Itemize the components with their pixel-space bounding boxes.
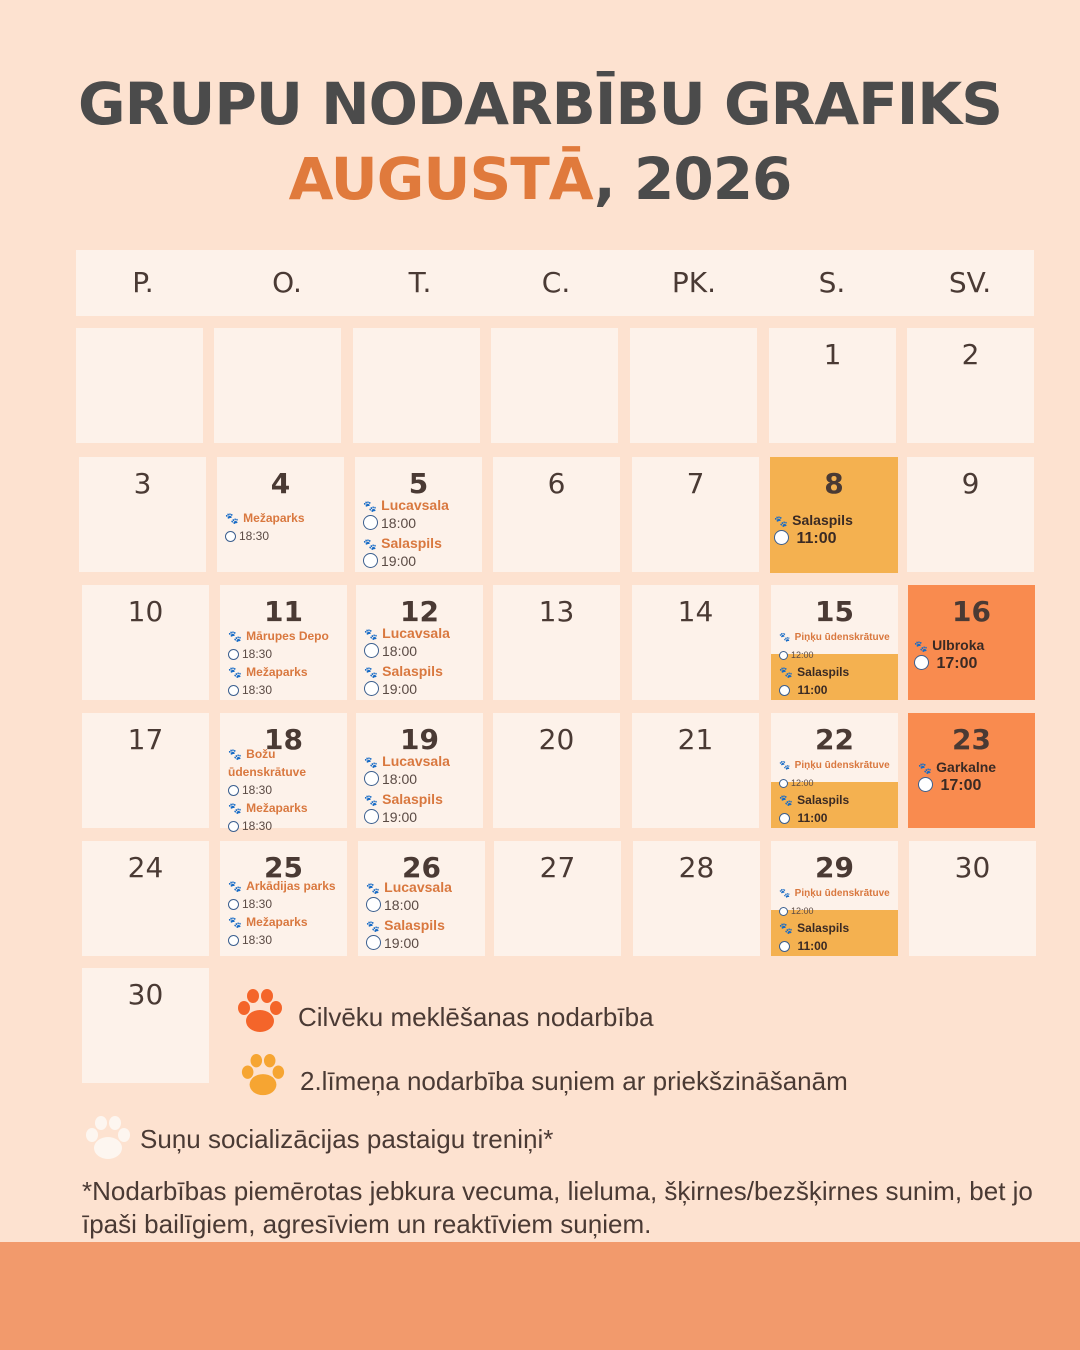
day-number: 16: [952, 595, 991, 628]
paw-icon: 🐾: [779, 888, 791, 898]
event: [364, 753, 479, 827]
event-time: 18:30: [242, 783, 273, 797]
event-place: Salaspils: [792, 512, 853, 528]
event: [918, 759, 1031, 795]
event-time: 11:00: [797, 683, 828, 697]
day-number: 1: [823, 338, 842, 371]
day-number: 5: [408, 467, 429, 500]
event-place: Arkādijas parks: [246, 879, 336, 893]
event-place: Salaspils: [384, 917, 445, 933]
event-time: 18:00: [381, 515, 417, 531]
day-number: 2: [961, 338, 980, 371]
day-5: [355, 457, 482, 572]
event-place: Salaspils: [797, 665, 850, 679]
weekday-thu: C.: [541, 266, 571, 299]
event-time: 19:00: [384, 935, 420, 951]
event-place: Lucavsala: [382, 625, 450, 641]
clock-icon: [364, 681, 379, 696]
day-number: 22: [815, 723, 854, 756]
event-time: 18:00: [382, 771, 418, 787]
event-time: 18:30: [242, 897, 273, 911]
event: [366, 879, 481, 953]
clock-icon: [364, 643, 379, 658]
weekday-wed: T.: [408, 266, 432, 299]
paw-icon: 🐾: [774, 516, 788, 528]
event: [364, 625, 479, 699]
event-place: Mārupes Depo: [246, 629, 329, 643]
clock-icon: [779, 779, 788, 788]
day-17: [82, 713, 209, 828]
paw-icon: 🐾: [228, 667, 242, 679]
event: [363, 497, 478, 571]
event: [914, 637, 1031, 673]
clock-icon: [228, 649, 239, 660]
day-2: [907, 328, 1034, 443]
clock-icon: [914, 655, 929, 670]
day-number: 26: [402, 851, 441, 884]
event: [228, 745, 343, 835]
day-number: 7: [686, 467, 705, 500]
paw-icon: 🐾: [779, 923, 793, 935]
event-time: 17:00: [940, 777, 982, 794]
day-number: 23: [952, 723, 991, 756]
day-12: [356, 585, 483, 700]
event-place: Mežaparks: [246, 801, 308, 815]
day-number: 11: [264, 595, 303, 628]
paw-icon: 🐾: [363, 501, 377, 513]
event-time: 11:00: [797, 939, 828, 953]
day-3: [79, 457, 206, 572]
paw-icon: 🐾: [228, 881, 242, 893]
event: [774, 512, 894, 548]
day-14: [632, 585, 759, 700]
day-number: 10: [127, 595, 164, 628]
event: [779, 919, 894, 955]
day-number: 24: [127, 851, 164, 884]
title-year: , 2026: [593, 145, 792, 213]
clock-icon: [228, 785, 239, 796]
clock-icon: [779, 651, 788, 660]
day-13: [493, 585, 620, 700]
day-4: [217, 457, 344, 572]
paw-search-icon: [234, 988, 286, 1036]
event-time: 12:00: [791, 650, 814, 660]
event-place: Lucavsala: [382, 753, 450, 769]
clock-icon: [366, 935, 381, 950]
paw-icon: 🐾: [363, 539, 377, 551]
clock-icon: [363, 515, 378, 530]
footnote: *Nodarbības piemērotas jebkura vecuma, lieluma, šķirnes/bezšķirnes sunim, bet jo īpaši bailīgiem, agresīviem un reaktīviem suņiem.: [82, 1176, 1033, 1239]
day-number: 28: [678, 851, 715, 884]
day-19: [356, 713, 483, 828]
event-place: Božu: [246, 747, 276, 761]
day-number: 25: [264, 851, 303, 884]
day-empty: [630, 328, 757, 443]
paw-icon: 🐾: [366, 921, 380, 933]
event-place: Mežaparks: [243, 511, 305, 525]
event: [225, 509, 340, 545]
day-number: 21: [677, 723, 714, 756]
clock-icon: [918, 777, 933, 792]
day-24: [82, 841, 209, 956]
day-23: [908, 713, 1035, 828]
weekday-tue: O.: [272, 266, 302, 299]
event-time: 19:00: [382, 809, 418, 825]
event-time: 18:30: [242, 683, 273, 697]
day-number: 6: [547, 467, 566, 500]
paw-social-icon: [82, 1115, 134, 1163]
day-11: [220, 585, 347, 700]
event-time: 12:00: [791, 906, 814, 916]
paw-icon: 🐾: [364, 629, 378, 641]
day-16: [908, 585, 1035, 700]
clock-icon: [366, 897, 381, 912]
day-number: 29: [815, 851, 854, 884]
weekday-sun: SV.: [948, 266, 992, 299]
paw-icon: 🐾: [228, 631, 242, 643]
clock-icon: [779, 941, 790, 952]
bottom-bar: [0, 1242, 1080, 1350]
clock-icon: [228, 935, 239, 946]
day-15: [771, 585, 898, 700]
day-8: [770, 457, 898, 573]
clock-icon: [363, 553, 378, 568]
weekday-sat: S.: [818, 266, 846, 299]
paw-icon: 🐾: [364, 757, 378, 769]
day-number: 17: [127, 723, 164, 756]
day-number: 18: [264, 723, 303, 756]
event-place: Piņķu ūdenskrātuve: [794, 760, 890, 771]
paw-icon: 🐾: [914, 641, 928, 653]
event: [779, 663, 894, 699]
day-empty: [353, 328, 480, 443]
day-1: [769, 328, 896, 443]
day-30-extra: [82, 968, 209, 1083]
day-number: 27: [539, 851, 576, 884]
legend-social: Suņu socializācijas pastaigu treniņi*: [140, 1124, 554, 1154]
day-10: [82, 585, 209, 700]
event-time: 19:00: [382, 681, 418, 697]
day-6: [493, 457, 620, 572]
paw-icon: 🐾: [228, 749, 242, 761]
clock-icon: [779, 813, 790, 824]
weekday-mon: P.: [132, 266, 154, 299]
clock-icon: [774, 530, 789, 545]
event-time: 18:30: [242, 819, 273, 833]
clock-icon: [364, 771, 379, 786]
event-place: Salaspils: [797, 793, 850, 807]
paw-icon: 🐾: [918, 763, 932, 775]
paw-icon: 🐾: [366, 883, 380, 895]
clock-icon: [779, 685, 790, 696]
clock-icon: [779, 907, 788, 916]
event-time: 18:30: [242, 933, 273, 947]
event-time: 11:00: [797, 811, 828, 825]
day-26: [358, 841, 485, 956]
paw-icon: 🐾: [228, 803, 242, 815]
event: [779, 791, 894, 827]
legend-search: Cilvēku meklēšanas nodarbība: [298, 1002, 654, 1032]
event-time: 12:00: [791, 778, 814, 788]
day-9: [907, 457, 1034, 572]
title-line-1: GRUPU NODARBĪBU GRAFIKS: [77, 70, 1003, 138]
day-number: 19: [400, 723, 439, 756]
day-number: 13: [538, 595, 575, 628]
day-number: 30: [954, 851, 991, 884]
event-place: Piņķu ūdenskrātuve: [794, 632, 890, 643]
event-place: ūdenskrātuve: [228, 765, 307, 779]
day-28: [633, 841, 760, 956]
clock-icon: [364, 809, 379, 824]
paw-icon: 🐾: [364, 795, 378, 807]
day-number: 8: [824, 467, 844, 500]
clock-icon: [225, 531, 236, 542]
paw-icon: 🐾: [364, 667, 378, 679]
day-number: 3: [133, 467, 152, 500]
day-empty: [491, 328, 618, 443]
event: [779, 627, 894, 663]
weekday-fri: PK.: [671, 266, 717, 299]
paw-icon: 🐾: [779, 760, 791, 770]
day-number: 9: [961, 467, 980, 500]
event-time: 11:00: [796, 530, 837, 547]
legend-level2: 2.līmeņa nodarbība suņiem ar priekšzināšanām: [300, 1066, 848, 1096]
clock-icon: [228, 899, 239, 910]
event-place: Salaspils: [797, 921, 850, 935]
paw-icon: 🐾: [779, 632, 791, 642]
day-27: [494, 841, 621, 956]
title-line-2: [0, 145, 1080, 213]
day-number: 30: [127, 978, 164, 1011]
event: [228, 627, 343, 699]
day-25: [220, 841, 347, 956]
event-place: Salaspils: [381, 535, 442, 551]
event-place: Mežaparks: [246, 665, 308, 679]
day-29: [771, 841, 898, 956]
clock-icon: [228, 685, 239, 696]
day-number: 4: [270, 467, 291, 500]
event-place: Salaspils: [382, 663, 443, 679]
day-20: [493, 713, 620, 828]
clock-icon: [228, 821, 239, 832]
event-time: 18:00: [384, 897, 420, 913]
event: [779, 883, 894, 919]
event-time: 18:00: [382, 643, 418, 659]
paw-icon: 🐾: [225, 513, 239, 525]
day-number: 12: [400, 595, 439, 628]
paw-icon: 🐾: [779, 795, 793, 807]
event-time: 18:30: [242, 647, 273, 661]
day-22: [771, 713, 898, 828]
event-place: Mežaparks: [246, 915, 308, 929]
day-18: [220, 713, 347, 833]
day-21: [632, 713, 759, 828]
event-time: 17:00: [936, 655, 978, 672]
event-time: 19:00: [381, 553, 417, 569]
event-place: Salaspils: [382, 791, 443, 807]
event-place: Garkalne: [936, 759, 997, 775]
day-empty: [214, 328, 341, 443]
title-month: AUGUSTĀ: [288, 145, 594, 213]
paw-icon: 🐾: [779, 667, 793, 679]
day-30: [909, 841, 1036, 956]
weekday-header: [76, 250, 1034, 316]
day-number: 15: [815, 595, 854, 628]
event-place: Lucavsala: [381, 497, 449, 513]
event: [228, 877, 343, 949]
event-time: 18:30: [239, 529, 270, 543]
paw-icon: 🐾: [228, 917, 242, 929]
day-7: [632, 457, 759, 572]
event-place: Ulbroka: [932, 637, 985, 653]
paw-level2-icon: [238, 1053, 288, 1099]
event-place: Lucavsala: [384, 879, 452, 895]
event: [779, 755, 894, 791]
day-number: 14: [677, 595, 714, 628]
day-empty: [76, 328, 203, 443]
day-number: 20: [538, 723, 575, 756]
event-place: Piņķu ūdenskrātuve: [794, 888, 890, 899]
